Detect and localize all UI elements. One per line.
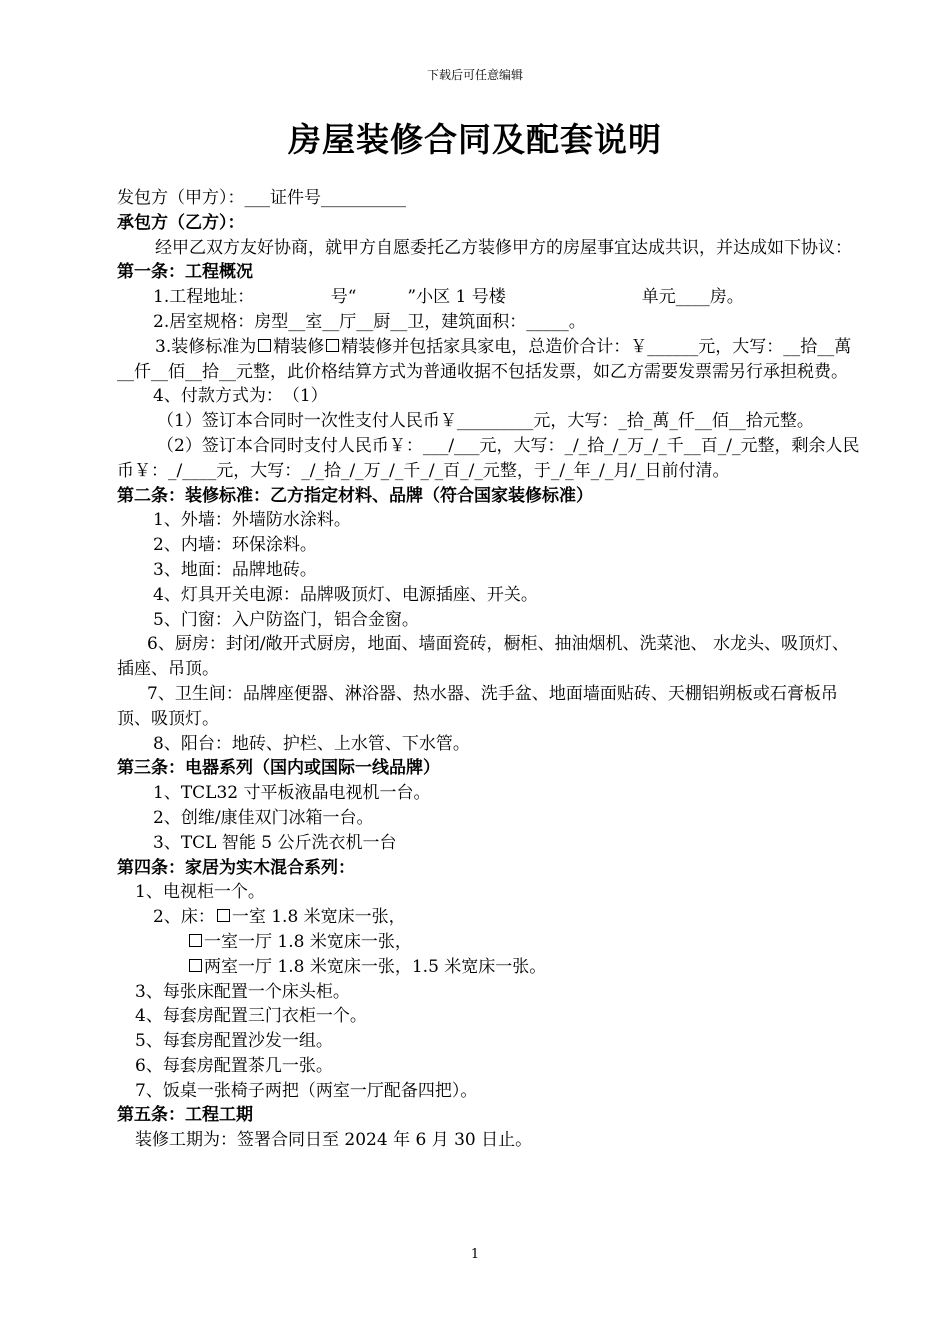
bed-label: 2、床： [153,907,215,928]
list-item: 3、TCL 智能 5 公斤洗衣机一台 [153,832,397,853]
list-item: 2、创维/康佳双门冰箱一台。 [153,807,374,828]
page-number: 1 [470,1247,480,1262]
list-item: 7、卫生间：品牌座便器、淋浴器、热水器、洗手盆、地面墙面贴砖、天棚铝朔板或石膏板吊顶、吸顶灯。 [117,683,838,729]
article-2-heading: 第二条：装修标准：乙方指定材料、品牌（符合国家装修标准） [117,485,593,506]
list-item: 5、每套房配置沙发一组。 [135,1031,333,1052]
list-item: 3、每张床配置一个床头柜。 [135,981,350,1002]
intro-paragraph: 经甲乙双方友好协商，就甲方自愿委托乙方装修甲方的房屋事宜达成共识，并达成如下协议： [155,237,852,258]
article-4-heading: 第四条：家居为实木混合系列： [117,857,355,878]
list-item: 6、每套房配置茶几一张。 [135,1055,333,1076]
decoration-standard [117,335,862,385]
bed-option-1: 一室 1.8 米宽床一张， [231,907,406,928]
list-item: 4、每套房配置三门衣柜一个。 [135,1006,367,1027]
bed-options [117,905,862,930]
page-title: 房屋装修合同及配套说明 [288,120,662,159]
bed-option-2: 一室一厅 1.8 米宽床一张， [204,931,412,952]
list-item: 4、灯具开关电源：品牌吸顶灯、电源插座、开关。 [153,584,538,605]
list-item: 2、内墙：环保涂料。 [153,535,317,556]
bed-option-row [117,930,862,955]
project-address: 1.工程地址： 号“ ”小区 1 号楼 单元____房。 [153,287,744,308]
article-3-heading: 第三条：电器系列（国内或国际一线品牌） [117,758,440,779]
article-1-heading: 第一条：工程概况 [117,262,253,283]
party-a-line: 发包方（甲方）：___证件号__________ [117,188,406,208]
checkbox-icon[interactable] [258,339,271,352]
checkbox-icon[interactable] [217,909,230,922]
party-b-line: 承包方（乙方）： [117,212,245,233]
construction-period: 装修工期为：签署合同日至 2024 年 6 月 30 日止。 [135,1130,533,1151]
payment-method: 4、付款方式为： （1） [153,386,337,407]
list-item: 1、TCL32 寸平板液晶电视机一台。 [153,783,431,804]
standard-option-2: 精装修并包括家具家电，总造价合计：￥______元，大写：__拾__萬__仟__佰__拾__元整，此价格结算方式为普通收据不包括发票，如乙方需要发票需另行承担税费。 [117,336,852,382]
standard-option-1: 精装修 [273,336,325,357]
list-item: 3、地面：品牌地砖。 [153,559,317,580]
checkbox-icon[interactable] [189,959,202,972]
payment-option-1: （1）签订本合同时一次性支付人民币￥_________元，大写：_拾_萬_仟__佰__拾元整。 [157,411,814,432]
checkbox-icon[interactable] [326,339,339,352]
room-spec: 2.居室规格：房型__室__厅__厨__卫，建筑面积：_____。 [153,311,586,332]
list-item: 1、电视柜一个。 [135,882,265,903]
bed-option-3: 两室一厅 1.8 米宽床一张，1.5 米宽床一张。 [204,956,547,977]
bed-option-row [117,955,862,980]
list-item: 5、门窗：入户防盗门，铝合金窗。 [153,609,419,630]
payment-option-2: （2）签订本合同时支付人民币￥：___/___元，大写：_/_拾_/_万_/_千__百_/_元整，剩余人民币￥：_/____元，大写：_/_拾_/_万_/_千_/_百_/_元整，于_/_年_/_月/_日前付清。 [117,435,860,481]
list-item: 7、饭桌一张椅子两把（两室一厅配备四把）。 [135,1080,478,1101]
standard-label: 3.装修标准为 [155,336,257,357]
list-item: 1、外墙：外墙防水涂料。 [153,510,351,531]
contract-body [117,186,862,1153]
header-note: 下载后可任意编辑 [426,68,523,82]
list-item: 6、厨房：封闭/敞开式厨房，地面、墙面瓷砖，橱柜、抽油烟机、洗菜池、 水龙头、吸顶灯、插座、吊顶。 [117,634,849,680]
checkbox-icon[interactable] [189,934,202,947]
list-item: 8、阳台：地砖、护栏、上水管、下水管。 [153,733,470,754]
article-5-heading: 第五条：工程工期 [117,1105,253,1126]
